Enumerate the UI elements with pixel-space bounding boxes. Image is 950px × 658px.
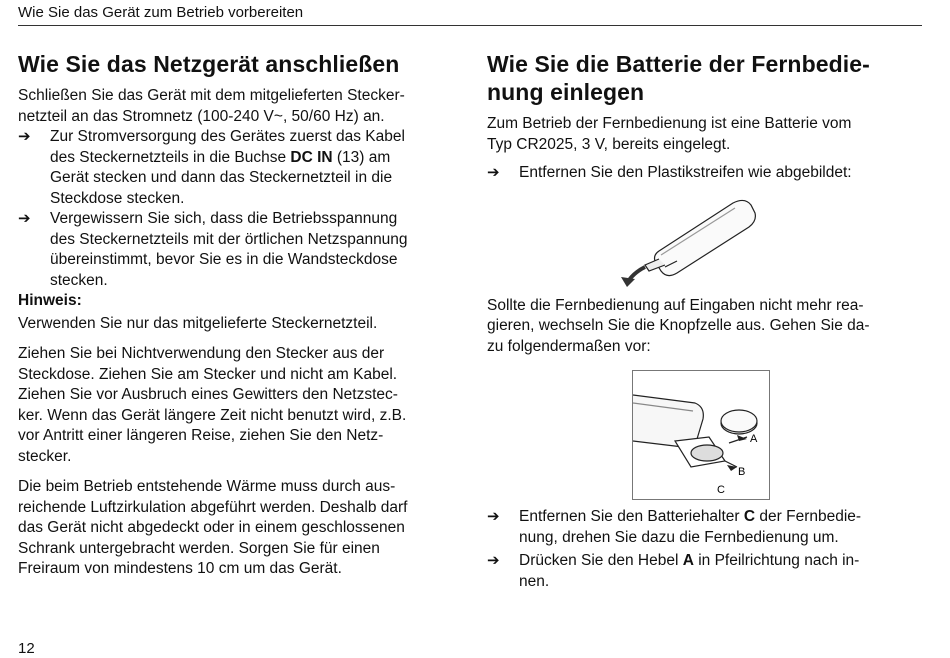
label-b: B: [738, 466, 746, 478]
remote-pull-strip-illustration: [615, 191, 765, 291]
battery-holder-illustration: [632, 370, 770, 500]
header-divider: [18, 25, 922, 26]
arrow-icon: ➔: [487, 508, 500, 525]
bullet-item-power-supply: ➔ Zur Stromversorgung des Gerätes zuerst das Kabel des Steckernetzteils in die Buchse DC IN (13) am Gerät stecken und dann das Steckernetzteil in die Steckdose stecken.: [18, 127, 456, 209]
arrow-icon: ➔: [487, 164, 500, 181]
bullet-item-remove-strip: ➔ Entfernen Sie den Plastikstreifen wie abgebildet:: [487, 163, 919, 184]
note-text: Verwenden Sie nur das mitgelieferte Steckernetzteil.: [18, 314, 378, 332]
section-heading-battery: Wie Sie die Batterie der Fernbedie- nung einlegen: [487, 51, 870, 105]
bullet-item-remove-holder: ➔ Entfernen Sie den Batteriehalter C der Fernbedie- nung, drehen Sie dazu die Fernbedienung um.: [487, 507, 919, 548]
section-heading-power: Wie Sie das Netzgerät anschließen: [18, 51, 400, 77]
right-column: [487, 50, 919, 592]
battery-replace-paragraph: Sollte die Fernbedienung auf Eingaben nicht mehr rea- gieren, wechseln Sie die Knopfzelle aus. Gehen Sie da- zu folgendermaßen vor:: [487, 296, 870, 355]
left-column: [18, 50, 456, 580]
intro-paragraph: Schließen Sie das Gerät mit dem mitgelieferten Stecker- netzteil an das Stromnetz (100-240 V~, 50/60 Hz) an.: [18, 87, 405, 125]
unplug-paragraph: Ziehen Sie bei Nichtverwendung den Stecker aus der Steckdose. Ziehen Sie am Stecker und nicht am Kabel. Ziehen Sie vor Ausbruch eines Gewitters den Netzstec- ker. Wenn das Gerät längere Zeit nicht benutzt wird, z.B. vor Antritt einer längeren Reise, ziehen Sie den Netz- stecker.: [18, 345, 407, 465]
battery-holder-diagram: [633, 371, 769, 499]
arrow-icon: ➔: [18, 128, 31, 145]
label-a: A: [750, 433, 758, 445]
note-title: Hinweis:: [18, 292, 82, 309]
bullet-item-press-lever: ➔ Drücken Sie den Hebel A in Pfeilrichtung nach in- nen.: [487, 551, 919, 592]
label-c: C: [717, 484, 725, 496]
bullet-item-voltage-check: ➔ Vergewissern Sie sich, dass die Betriebsspannung des Steckernetzteils mit der örtlichen Netzspannung übereinstimmt, bevor Sie es in die Wandsteckdose stecken.: [18, 209, 456, 291]
battery-intro-paragraph: Zum Betrieb der Fernbedienung ist eine Batterie vom Typ CR2025, 3 V, bereits eingelegt.: [487, 115, 852, 153]
page-number: 12: [18, 640, 35, 657]
arrow-icon: ➔: [487, 552, 500, 569]
arrow-icon: ➔: [18, 210, 31, 227]
ventilation-paragraph: Die beim Betrieb entstehende Wärme muss durch aus- reichende Luftzirkulation abgeführt werden. Deshalb darf das Gerät nicht abgedeckt oder in einem geschlossenen Schrank untergebracht werden. Sorgen Sie für einen Freiraum von mindestens 10 cm um das Gerät.: [18, 478, 408, 577]
running-header: Wie Sie das Gerät zum Betrieb vorbereiten: [18, 4, 304, 21]
